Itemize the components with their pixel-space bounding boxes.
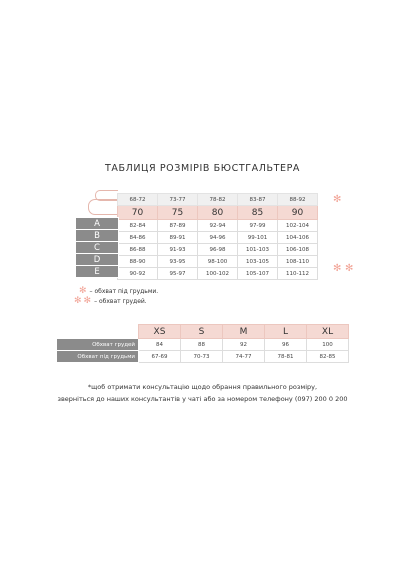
cup-row	[118, 268, 318, 280]
band-size-table	[117, 193, 318, 280]
measure-row-underbust	[57, 351, 349, 363]
cup-row	[118, 232, 318, 244]
page-title: ТАБЛИЦЯ РОЗМІРІВ БЮСТГАЛЬТЕРА	[104, 163, 301, 174]
size-letter-cell: XS	[139, 325, 181, 339]
cup-value-cell: 99-101	[238, 232, 278, 244]
cup-letter: A	[76, 218, 119, 230]
asterisk-icon: ✻	[74, 296, 82, 306]
cup-value-cell: 110-112	[278, 268, 318, 280]
measure-row-bust	[57, 339, 349, 351]
asterisk-icon-bust: ✻	[333, 263, 342, 274]
cup-value-cell: 92-94	[198, 220, 238, 232]
band-range-cell: 73-77	[158, 194, 198, 206]
cup-value-cell: 101-103	[238, 244, 278, 256]
cup-value-cell: 87-89	[158, 220, 198, 232]
band-size-cell: 75	[158, 206, 198, 220]
size-letter-row	[57, 325, 349, 339]
cup-value-cell: 106-108	[278, 244, 318, 256]
asterisk-icon: ✻	[83, 296, 92, 306]
measure-cell: 67-69	[139, 351, 181, 363]
cup-value-cell: 100-102	[198, 268, 238, 280]
band-size-cell: 90	[278, 206, 318, 220]
cup-letter: C	[76, 242, 119, 254]
cup-value-cell: 108-110	[278, 256, 318, 268]
measure-cell: 70-73	[181, 351, 223, 363]
measure-cell: 84	[139, 339, 181, 351]
cup-value-cell: 102-104	[278, 220, 318, 232]
cup-value-cell: 84-86	[118, 232, 158, 244]
cup-value-cell: 82-84	[118, 220, 158, 232]
cup-value-cell: 105-107	[238, 268, 278, 280]
cup-value-cell: 86-88	[118, 244, 158, 256]
row-label: Обхват під грудьми	[57, 351, 139, 363]
cup-letter-column	[75, 217, 119, 278]
measuring-tape-decoration-lower	[88, 199, 119, 215]
cup-letter: B	[76, 230, 119, 242]
band-range-row	[118, 194, 318, 206]
measure-cell: 74-77	[223, 351, 265, 363]
band-size-cell: 80	[198, 206, 238, 220]
cup-value-cell: 97-99	[238, 220, 278, 232]
asterisk-icon-underbust: ✻	[333, 194, 342, 205]
cup-row	[118, 244, 318, 256]
cup-value-cell: 104-106	[278, 232, 318, 244]
cup-value-cell: 89-91	[158, 232, 198, 244]
size-letter-cell: XL	[307, 325, 349, 339]
band-range-cell: 68-72	[118, 194, 158, 206]
legend-bust-text: – обхват грудей.	[94, 298, 147, 305]
note-line-1: *щоб отримати консультацію щодо обрання правильного розміру,	[87, 383, 318, 391]
cup-value-cell: 95-97	[158, 268, 198, 280]
measure-cell: 100	[307, 339, 349, 351]
band-range-cell: 78-82	[198, 194, 238, 206]
legend-underbust	[79, 286, 158, 296]
cup-value-cell: 103-105	[238, 256, 278, 268]
measure-cell: 78-81	[265, 351, 307, 363]
measure-cell: 82-85	[307, 351, 349, 363]
general-size-table	[56, 324, 349, 363]
row-label: Обхват грудей	[57, 339, 139, 351]
legend-bust	[74, 296, 147, 306]
cup-row	[118, 256, 318, 268]
band-range-cell: 83-87	[238, 194, 278, 206]
cup-row	[118, 220, 318, 232]
measure-cell: 96	[265, 339, 307, 351]
consultation-note	[0, 381, 405, 405]
band-size-cell: 85	[238, 206, 278, 220]
measure-cell: 88	[181, 339, 223, 351]
cup-value-cell: 96-98	[198, 244, 238, 256]
asterisk-icon-bust: ✻	[345, 263, 354, 274]
size-letter-cell: M	[223, 325, 265, 339]
band-range-cell: 88-92	[278, 194, 318, 206]
legend-underbust-text: – обхват під грудьми.	[89, 288, 159, 295]
cup-letter: E	[76, 266, 119, 278]
size-letter-cell: L	[265, 325, 307, 339]
cup-value-cell: 88-90	[118, 256, 158, 268]
cup-value-cell: 90-92	[118, 268, 158, 280]
note-line-2: зверніться до наших консультантів у чаті або за номером телефону (097) 200 0 200	[57, 395, 348, 403]
asterisk-icon: ✻	[79, 286, 87, 296]
band-size-row	[118, 206, 318, 220]
cup-value-cell: 91-93	[158, 244, 198, 256]
cup-value-cell: 94-96	[198, 232, 238, 244]
measure-cell: 92	[223, 339, 265, 351]
cup-value-cell: 93-95	[158, 256, 198, 268]
size-letter-cell: S	[181, 325, 223, 339]
cup-letter: D	[76, 254, 119, 266]
cup-value-cell: 98-100	[198, 256, 238, 268]
band-size-cell: 70	[118, 206, 158, 220]
empty-cell	[57, 325, 139, 339]
